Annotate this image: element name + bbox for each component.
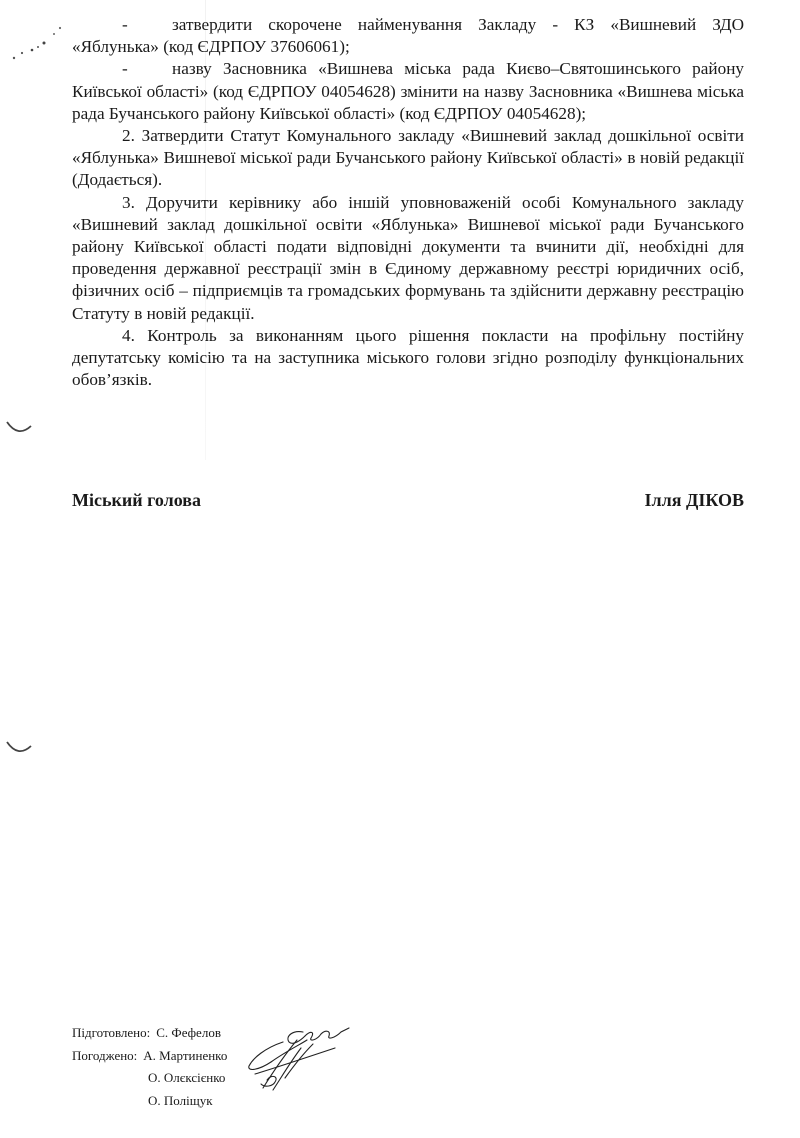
dash-bullet: - [122, 59, 128, 79]
paragraph-2: 2. Затвердити Статут Комунального закладу «Вишневий заклад дошкільної освіти «Яблунька» Вишневої міської ради Бучанського району Київської області» в новій редакції (Додається). [72, 126, 744, 190]
list-item-short-name [72, 14, 744, 58]
signatory-name: Ілля ДІКОВ [644, 490, 744, 510]
list-item-text: назву Засновника «Вишнева міська рада Києво–Святошинського району Київської області» (код ЄДРПОУ 04054628) змінити на назву Засновника «Вишнева міська рада Бучанського району Київської області» (код ЄДРПОУ 04054628); [72, 59, 744, 123]
paragraph-4: 4. Контроль за виконанням цього рішення покласти на профільну постійну депутатську комісію та на заступника міського голови згідно розподілу функціональних обов’язків. [72, 325, 744, 390]
signatory-position: Міський голова [72, 490, 201, 510]
agreed-person-1: А. Мартиненко [143, 1047, 228, 1063]
approval-footer [72, 1022, 227, 1112]
agreed-label: Погоджено: [72, 1047, 138, 1063]
dash-bullet: - [122, 15, 128, 34]
agreed-person-2: О. Олєксієнко [148, 1070, 226, 1085]
agreed-person-3: О. Поліщук [148, 1092, 213, 1108]
paragraph-3: 3. Доручити керівнику або іншій уповноваженій особі Комунального закладу «Вишневий заклад дошкільної освіти «Яблунька» Вишневої міської ради Бучанського району Київської області подати відповідні документи та вчинити дії, необхідні для проведення державної реєстрації змін в Єдиному державному реєстрі юридичних осіб, фізичних осіб – підприємців та громадських формувань та здійснити державну реєстрацію Статуту в новій редакції. [72, 192, 744, 323]
scan-speckle-marks [8, 20, 68, 65]
list-item-founder-name [72, 58, 744, 125]
signature-block [72, 490, 744, 511]
list-item-text: затвердити скорочене найменування Закладу - КЗ «Вишневий ЗДО «Яблунька» (код ЄДРПОУ 37606061); [72, 15, 744, 57]
document-body [72, 14, 744, 391]
hole-punch-mark-bottom [4, 738, 34, 760]
handwritten-signature [245, 1018, 355, 1098]
agreed-row [72, 1045, 227, 1068]
prepared-label: Підготовлено: [72, 1025, 151, 1040]
hole-punch-mark-top [4, 418, 34, 440]
prepared-row [72, 1022, 227, 1045]
prepared-by: С. Фефелов [156, 1025, 221, 1040]
